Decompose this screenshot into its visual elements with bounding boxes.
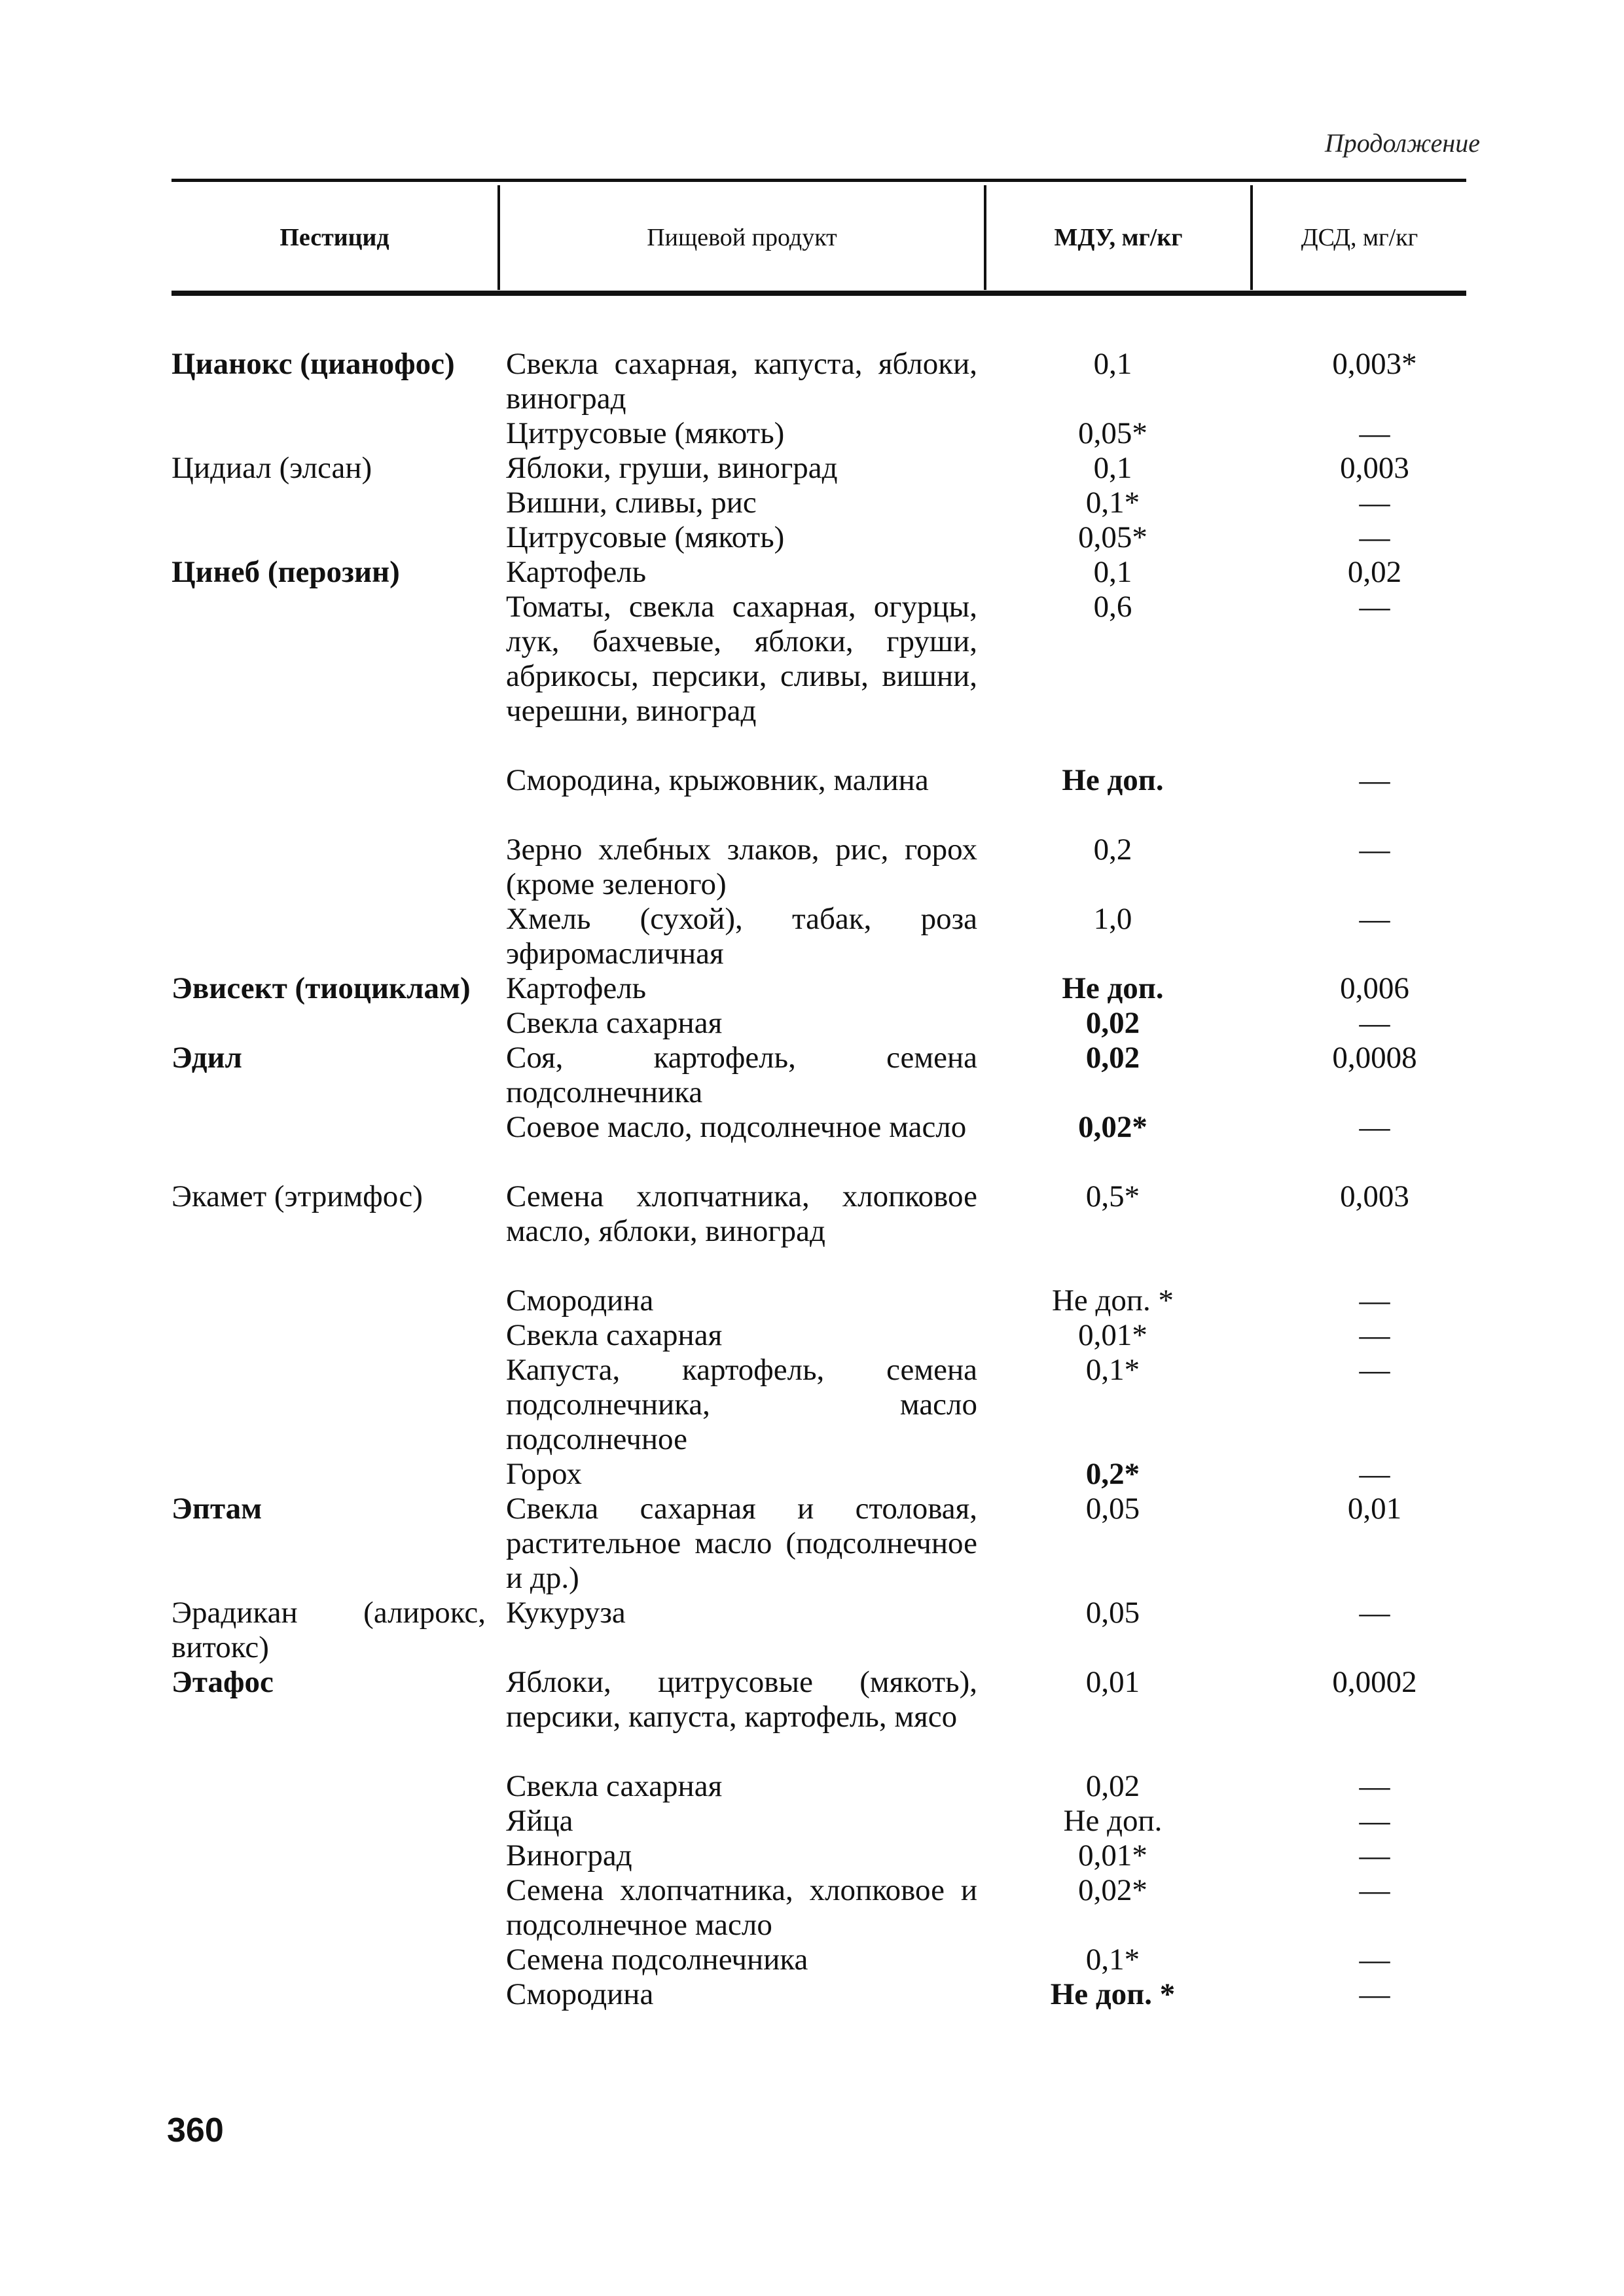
table-top-rule — [171, 179, 1466, 182]
food-cell: Свекла сахарная — [506, 1006, 723, 1040]
dsd-cell: — — [1359, 1839, 1390, 1873]
mdu-cell: 0,6 — [1093, 590, 1132, 624]
mdu-cell: 0,1 — [1093, 451, 1132, 485]
dsd-cell: — — [1359, 1977, 1390, 2011]
mdu-cell: 0,01* — [1078, 1839, 1147, 1873]
dsd-cell: — — [1359, 486, 1390, 520]
food-cell: Горох — [506, 1457, 582, 1491]
food-cell: Смородина — [506, 1283, 654, 1318]
dsd-cell: 0,003* — [1332, 347, 1417, 381]
dsd-cell: — — [1359, 1110, 1390, 1144]
dsd-cell: — — [1359, 1804, 1390, 1838]
table-header-mdu: МДУ, мг/кг — [1054, 224, 1183, 251]
food-cell: Семена подсолнечника — [506, 1943, 808, 1977]
dsd-cell: — — [1359, 1873, 1390, 1907]
food-cell: Виноград — [506, 1839, 632, 1873]
mdu-cell: 0,05 — [1085, 1492, 1140, 1526]
table-header-dsd: ДСД, мг/кг — [1301, 224, 1418, 251]
mdu-cell: 0,02* — [1078, 1873, 1147, 1907]
dsd-cell: — — [1359, 902, 1390, 936]
food-cell: Свекла сахарная, капуста, яблоки, виноград — [506, 347, 977, 416]
food-cell: Цитрусовые (мякоть) — [506, 520, 785, 554]
food-cell: Смородина — [506, 1977, 654, 2011]
mdu-cell: 0,01 — [1085, 1665, 1140, 1699]
mdu-cell: Не доп. — [1063, 1804, 1163, 1838]
mdu-cell: Не доп. * — [1051, 1283, 1174, 1318]
dsd-cell: 0,006 — [1340, 971, 1409, 1005]
mdu-cell: 0,2 — [1093, 833, 1132, 867]
food-cell: Семена хлопчатника, хлопковое и подсолнечное масло — [506, 1873, 977, 1942]
mdu-cell: 0,05* — [1078, 520, 1147, 554]
mdu-cell: 0,5* — [1085, 1179, 1140, 1213]
dsd-cell: — — [1359, 1457, 1390, 1491]
dsd-cell: 0,003 — [1340, 451, 1409, 485]
food-cell: Соя, картофель, семена подсолнечника — [506, 1041, 977, 1109]
dsd-cell: 0,02 — [1347, 555, 1402, 589]
page-number: 360 — [167, 2111, 224, 2149]
food-cell: Капуста, картофель, семена подсолнечника, масло подсолнечное — [506, 1353, 977, 1456]
mdu-cell: 0,1 — [1093, 347, 1132, 381]
mdu-cell: 0,1* — [1085, 1353, 1140, 1387]
table-header-pesticide: Пестицид — [280, 224, 389, 251]
food-cell: Зерно хлебных злаков, рис, горох (кроме зеленого) — [506, 833, 977, 901]
dsd-cell: — — [1359, 1943, 1390, 1977]
food-cell: Картофель — [506, 971, 647, 1005]
pesticide-cell: Эптам — [171, 1492, 262, 1526]
food-cell: Кукуруза — [506, 1596, 626, 1630]
food-cell: Цитрусовые (мякоть) — [506, 416, 785, 450]
food-cell: Свекла сахарная — [506, 1769, 723, 1803]
mdu-cell: 0,1 — [1093, 555, 1132, 589]
mdu-cell: 0,02 — [1085, 1006, 1140, 1040]
dsd-cell: 0,0008 — [1332, 1041, 1417, 1075]
table-header-food: Пищевой продукт — [647, 224, 837, 251]
pesticide-cell: Цидиал (элсан) — [171, 451, 372, 485]
dsd-cell: — — [1359, 520, 1390, 554]
dsd-cell: — — [1359, 1318, 1390, 1352]
mdu-cell: 0,02 — [1085, 1769, 1140, 1803]
pesticide-cell: Цианокс (цианофос) — [171, 347, 455, 381]
dsd-cell: 0,0002 — [1332, 1665, 1417, 1699]
dsd-cell: — — [1359, 1596, 1390, 1630]
food-cell: Вишни, сливы, рис — [506, 486, 757, 520]
food-cell: Соевое масло, подсолнечное масло — [506, 1110, 967, 1144]
mdu-cell: 0,01* — [1078, 1318, 1147, 1352]
food-cell: Картофель — [506, 555, 647, 589]
mdu-cell: 0,02* — [1078, 1110, 1147, 1144]
pesticide-cell: Цинеб (перозин) — [171, 555, 400, 589]
pesticide-cell: Эдил — [171, 1041, 242, 1075]
dsd-cell: — — [1359, 1769, 1390, 1803]
dsd-cell: — — [1359, 1283, 1390, 1318]
mdu-cell: 0,1* — [1085, 486, 1140, 520]
food-cell: Свекла сахарная и столовая, растительное масло (подсолнечное и др.) — [506, 1492, 977, 1595]
food-cell: Свекла сахарная — [506, 1318, 723, 1352]
dsd-cell: — — [1359, 833, 1390, 867]
dsd-cell: — — [1359, 763, 1390, 797]
mdu-cell: 0,05* — [1078, 416, 1147, 450]
dsd-cell: 0,01 — [1347, 1492, 1402, 1526]
mdu-cell: Не доп. — [1062, 971, 1164, 1005]
mdu-cell: 1,0 — [1093, 902, 1132, 936]
dsd-cell: 0,003 — [1340, 1179, 1409, 1213]
continuation-label: Продолжение — [1324, 128, 1480, 158]
dsd-cell: — — [1359, 590, 1390, 624]
table-header-bottom-rule — [171, 291, 1466, 296]
food-cell: Яблоки, цитрусовые (мякоть), персики, капуста, картофель, мясо — [506, 1665, 977, 1734]
pesticide-cell: Эрадикан (алирокс, витокс) — [171, 1596, 486, 1664]
pesticide-cell: Эвисект (тиоциклам) — [171, 971, 471, 1005]
mdu-cell: 0,1* — [1085, 1943, 1140, 1977]
dsd-cell: — — [1359, 1353, 1390, 1387]
food-cell: Хмель (сухой), табак, роза эфиромасличная — [506, 902, 977, 971]
food-cell: Томаты, свекла сахарная, огурцы, лук, бахчевые, яблоки, груши, абрикосы, персики, сливы, вишни, черешни, виноград — [506, 590, 977, 728]
mdu-cell: 0,05 — [1085, 1596, 1140, 1630]
pesticide-cell: Экамет (этримфос) — [171, 1179, 423, 1213]
food-cell: Яблоки, груши, виноград — [506, 451, 838, 485]
dsd-cell: — — [1359, 416, 1390, 450]
mdu-cell: Не доп. * — [1050, 1977, 1176, 2011]
mdu-cell: Не доп. — [1062, 763, 1164, 797]
mdu-cell: 0,02 — [1085, 1041, 1140, 1075]
food-cell: Семена хлопчатника, хлопковое масло, яблоки, виноград — [506, 1179, 977, 1248]
food-cell: Смородина, крыжовник, малина — [506, 763, 929, 797]
pesticide-cell: Этафос — [171, 1665, 274, 1699]
food-cell: Яйца — [506, 1804, 573, 1838]
mdu-cell: 0,2* — [1085, 1457, 1140, 1491]
dsd-cell: — — [1359, 1006, 1390, 1040]
